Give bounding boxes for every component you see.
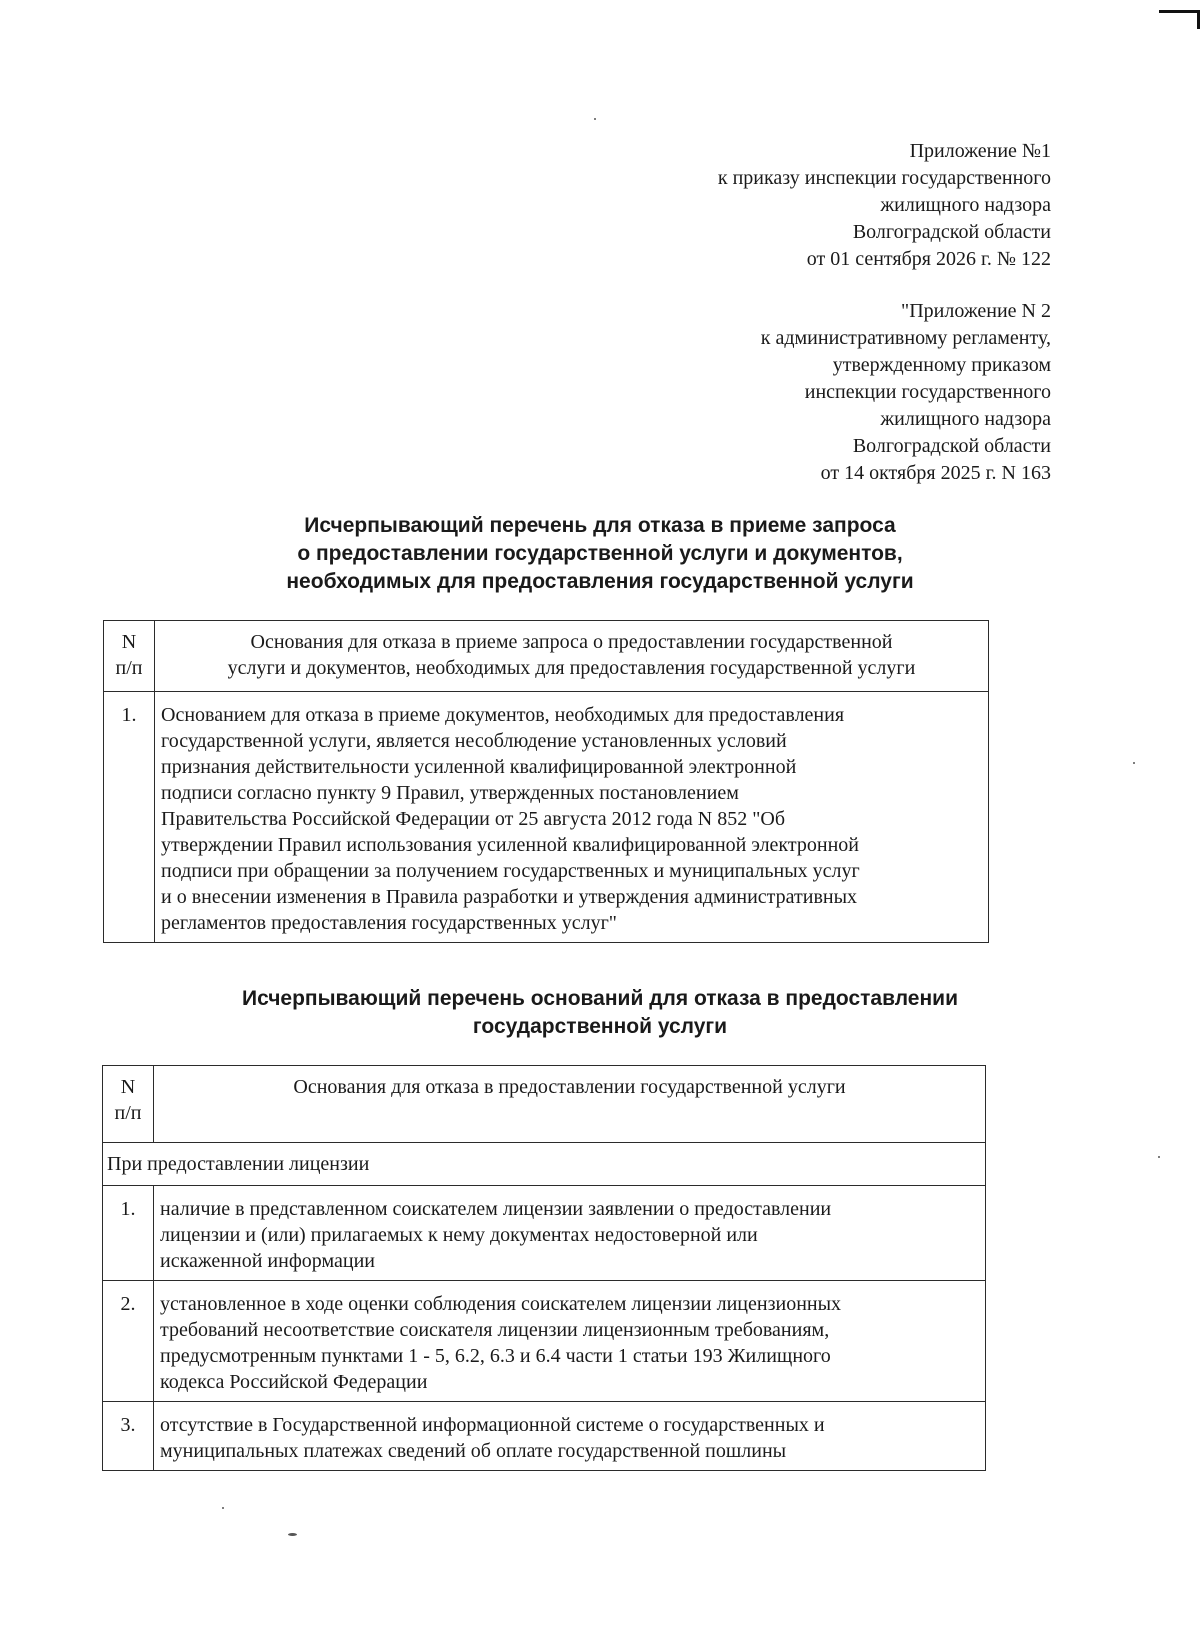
scan-corner-mark <box>1159 10 1200 29</box>
appendix-2-line: "Приложение N 2 <box>901 300 1051 322</box>
appendix-2-line: утвержденному приказом <box>832 354 1051 376</box>
row-text-line: лицензии и (или) прилагаемых к нему документах недостоверной или <box>160 1224 758 1246</box>
basis-header-line: Основания для отказа в приеме запроса о предоставлении государственной <box>250 631 893 653</box>
num-header-cell <box>103 1066 154 1143</box>
row-text-line: установленное в ходе оценки соблюдения соискателем лицензии лицензионных <box>160 1293 842 1315</box>
row-text-line: государственной услуги, является несоблюдение установленных условий <box>161 730 787 752</box>
row-text-line: Правительства Российской Федерации от 25 августа 2012 года N 852 "Об <box>161 808 786 830</box>
appendix-2-line: жилищного надзора <box>880 408 1051 430</box>
basis-header-line: Основания для отказа в предоставлении государственной услуги <box>293 1076 846 1098</box>
table-header-row <box>103 1066 986 1143</box>
row-number: 1. <box>103 1186 154 1281</box>
row-text-line: подписи при обращении за получением государственных и муниципальных услуг <box>161 860 860 882</box>
table-row <box>103 1186 986 1281</box>
basis-header-line: услуги и документов, необходимых для предоставления государственной услуги <box>227 657 916 679</box>
section-1-table <box>103 620 989 943</box>
table-row <box>104 692 989 943</box>
appendix-2-line: Волгоградской области <box>852 435 1051 457</box>
row-text-line: отсутствие в Государственной информационной системе о государственных и <box>160 1414 825 1436</box>
section-1-title-line: Исчерпывающий перечень для отказа в приеме запроса <box>304 514 896 537</box>
basis-header-cell <box>154 1066 986 1143</box>
appendix-2-line: от 14 октября 2025 г. N 163 <box>820 462 1051 484</box>
num-header-line: N <box>120 1076 136 1098</box>
num-header-line: N <box>121 631 137 653</box>
subsection-label: При предоставлении лицензии <box>103 1143 986 1186</box>
row-text <box>154 1281 986 1402</box>
section-2-table <box>102 1065 986 1471</box>
section-2-title-line: государственной услуги <box>472 1015 728 1038</box>
row-text-line: требований несоответствие соискателя лицензии лицензионным требованиям, <box>160 1319 830 1341</box>
row-text-line: Основанием для отказа в приеме документов, необходимых для предоставления <box>161 704 845 726</box>
section-2-title-line: Исчерпывающий перечень оснований для отказа в предоставлении <box>241 987 958 1010</box>
appendix-1-header <box>718 138 1051 273</box>
table-row <box>103 1281 986 1402</box>
scan-speck <box>594 118 596 120</box>
num-header-line: п/п <box>115 657 143 679</box>
appendix-1-line: к приказу инспекции государственного <box>717 167 1051 189</box>
row-text-line: утверждении Правил использования усиленной квалифицированной электронной <box>161 834 859 856</box>
num-header-cell <box>104 621 155 692</box>
basis-header-cell <box>155 621 989 692</box>
row-number: 2. <box>103 1281 154 1402</box>
appendix-1-line: от 01 сентября 2026 г. № 122 <box>806 248 1051 270</box>
appendix-2-line: инспекции государственного <box>804 381 1051 403</box>
section-1-title-line: необходимых для предоставления государственной услуги <box>286 570 914 593</box>
scan-speck <box>288 1533 297 1536</box>
row-text-line: признания действительности усиленной квалифицированной электронной <box>161 756 797 778</box>
subsection-row <box>103 1143 986 1186</box>
row-number: 3. <box>103 1402 154 1471</box>
row-text-line: кодекса Российской Федерации <box>160 1371 428 1393</box>
row-text <box>155 692 989 943</box>
row-text <box>154 1402 986 1471</box>
row-text <box>154 1186 986 1281</box>
appendix-1-line: Приложение №1 <box>909 140 1051 162</box>
row-text-line: предусмотренным пунктами 1 - 5, 6.2, 6.3 и 6.4 части 1 статьи 193 Жилищного <box>160 1345 831 1367</box>
appendix-1-line: жилищного надзора <box>880 194 1051 216</box>
scan-speck <box>1158 1156 1160 1158</box>
row-number: 1. <box>104 692 155 943</box>
section-1-title-line: о предоставлении государственной услуги и документов, <box>297 542 903 565</box>
row-text-line: искаженной информации <box>160 1250 375 1272</box>
row-text-line: муниципальных платежах сведений об оплате государственной пошлины <box>160 1440 787 1462</box>
appendix-2-header <box>761 298 1051 487</box>
num-header-line: п/п <box>114 1102 142 1124</box>
table-header-row <box>104 621 989 692</box>
appendix-2-line: к административному регламенту, <box>760 327 1051 349</box>
row-text-line: регламентов предоставления государственных услуг" <box>161 912 617 934</box>
table-row <box>103 1402 986 1471</box>
section-2-title <box>50 985 1150 1041</box>
row-text-line: и о внесении изменения в Правила разработки и утверждения административных <box>161 886 858 908</box>
section-1-title <box>30 512 1170 596</box>
scan-speck <box>222 1507 224 1509</box>
row-text-line: подписи согласно пункту 9 Правил, утвержденных постановлением <box>161 782 739 804</box>
scan-speck <box>1133 762 1135 764</box>
appendix-1-line: Волгоградской области <box>852 221 1051 243</box>
row-text-line: наличие в представленном соискателем лицензии заявлении о предоставлении <box>160 1198 832 1220</box>
